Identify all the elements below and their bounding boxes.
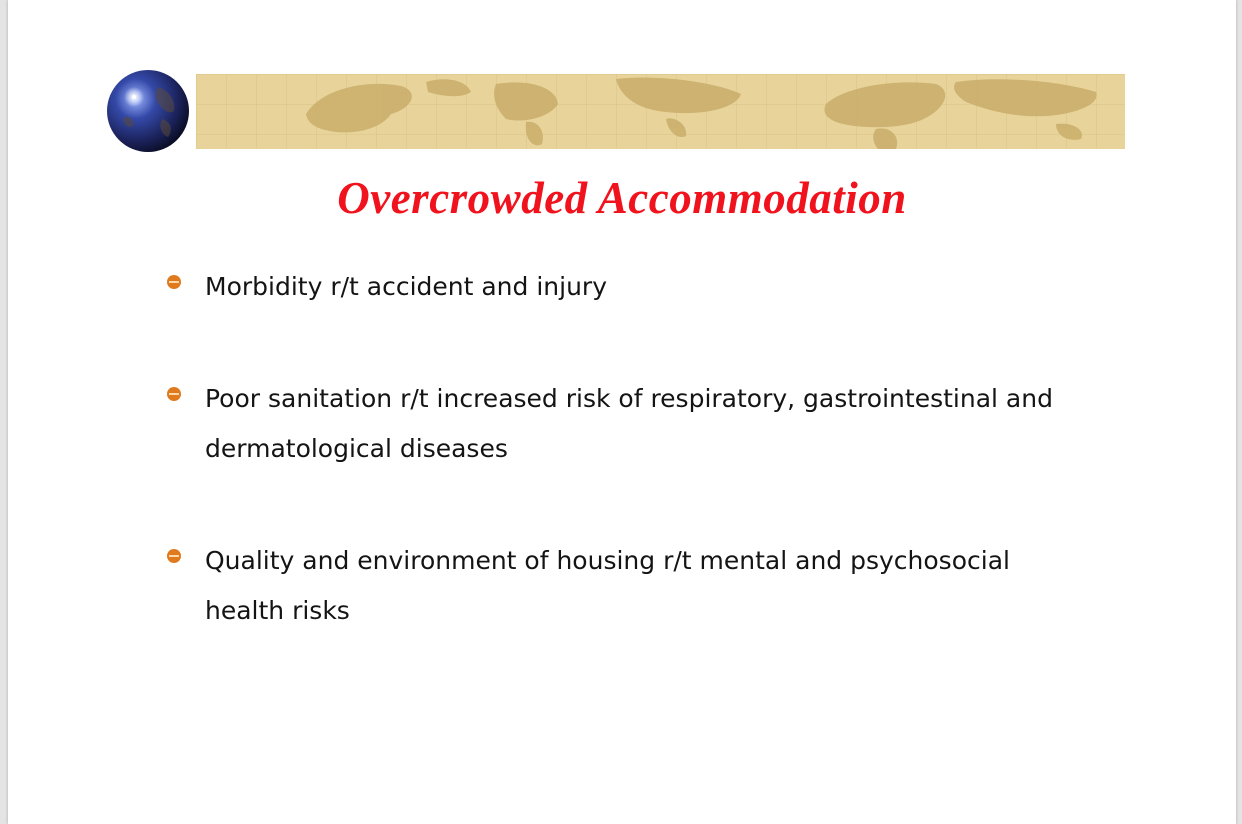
slide-page (8, 0, 1236, 824)
round-bullet-icon (166, 548, 182, 564)
round-bullet-icon (166, 386, 182, 402)
bullet-text: Poor sanitation r/t increased risk of respiratory, gastrointestinal and dermatological diseases (205, 384, 1053, 463)
round-bullet-icon (166, 274, 182, 290)
bullet-text: Quality and environment of housing r/t mental and psychosocial health risks (205, 546, 1010, 625)
bullet-text: Morbidity r/t accident and injury (205, 272, 608, 301)
bullet-list (8, 0, 1236, 824)
slide-title: Overcrowded Accommodation (337, 173, 907, 223)
